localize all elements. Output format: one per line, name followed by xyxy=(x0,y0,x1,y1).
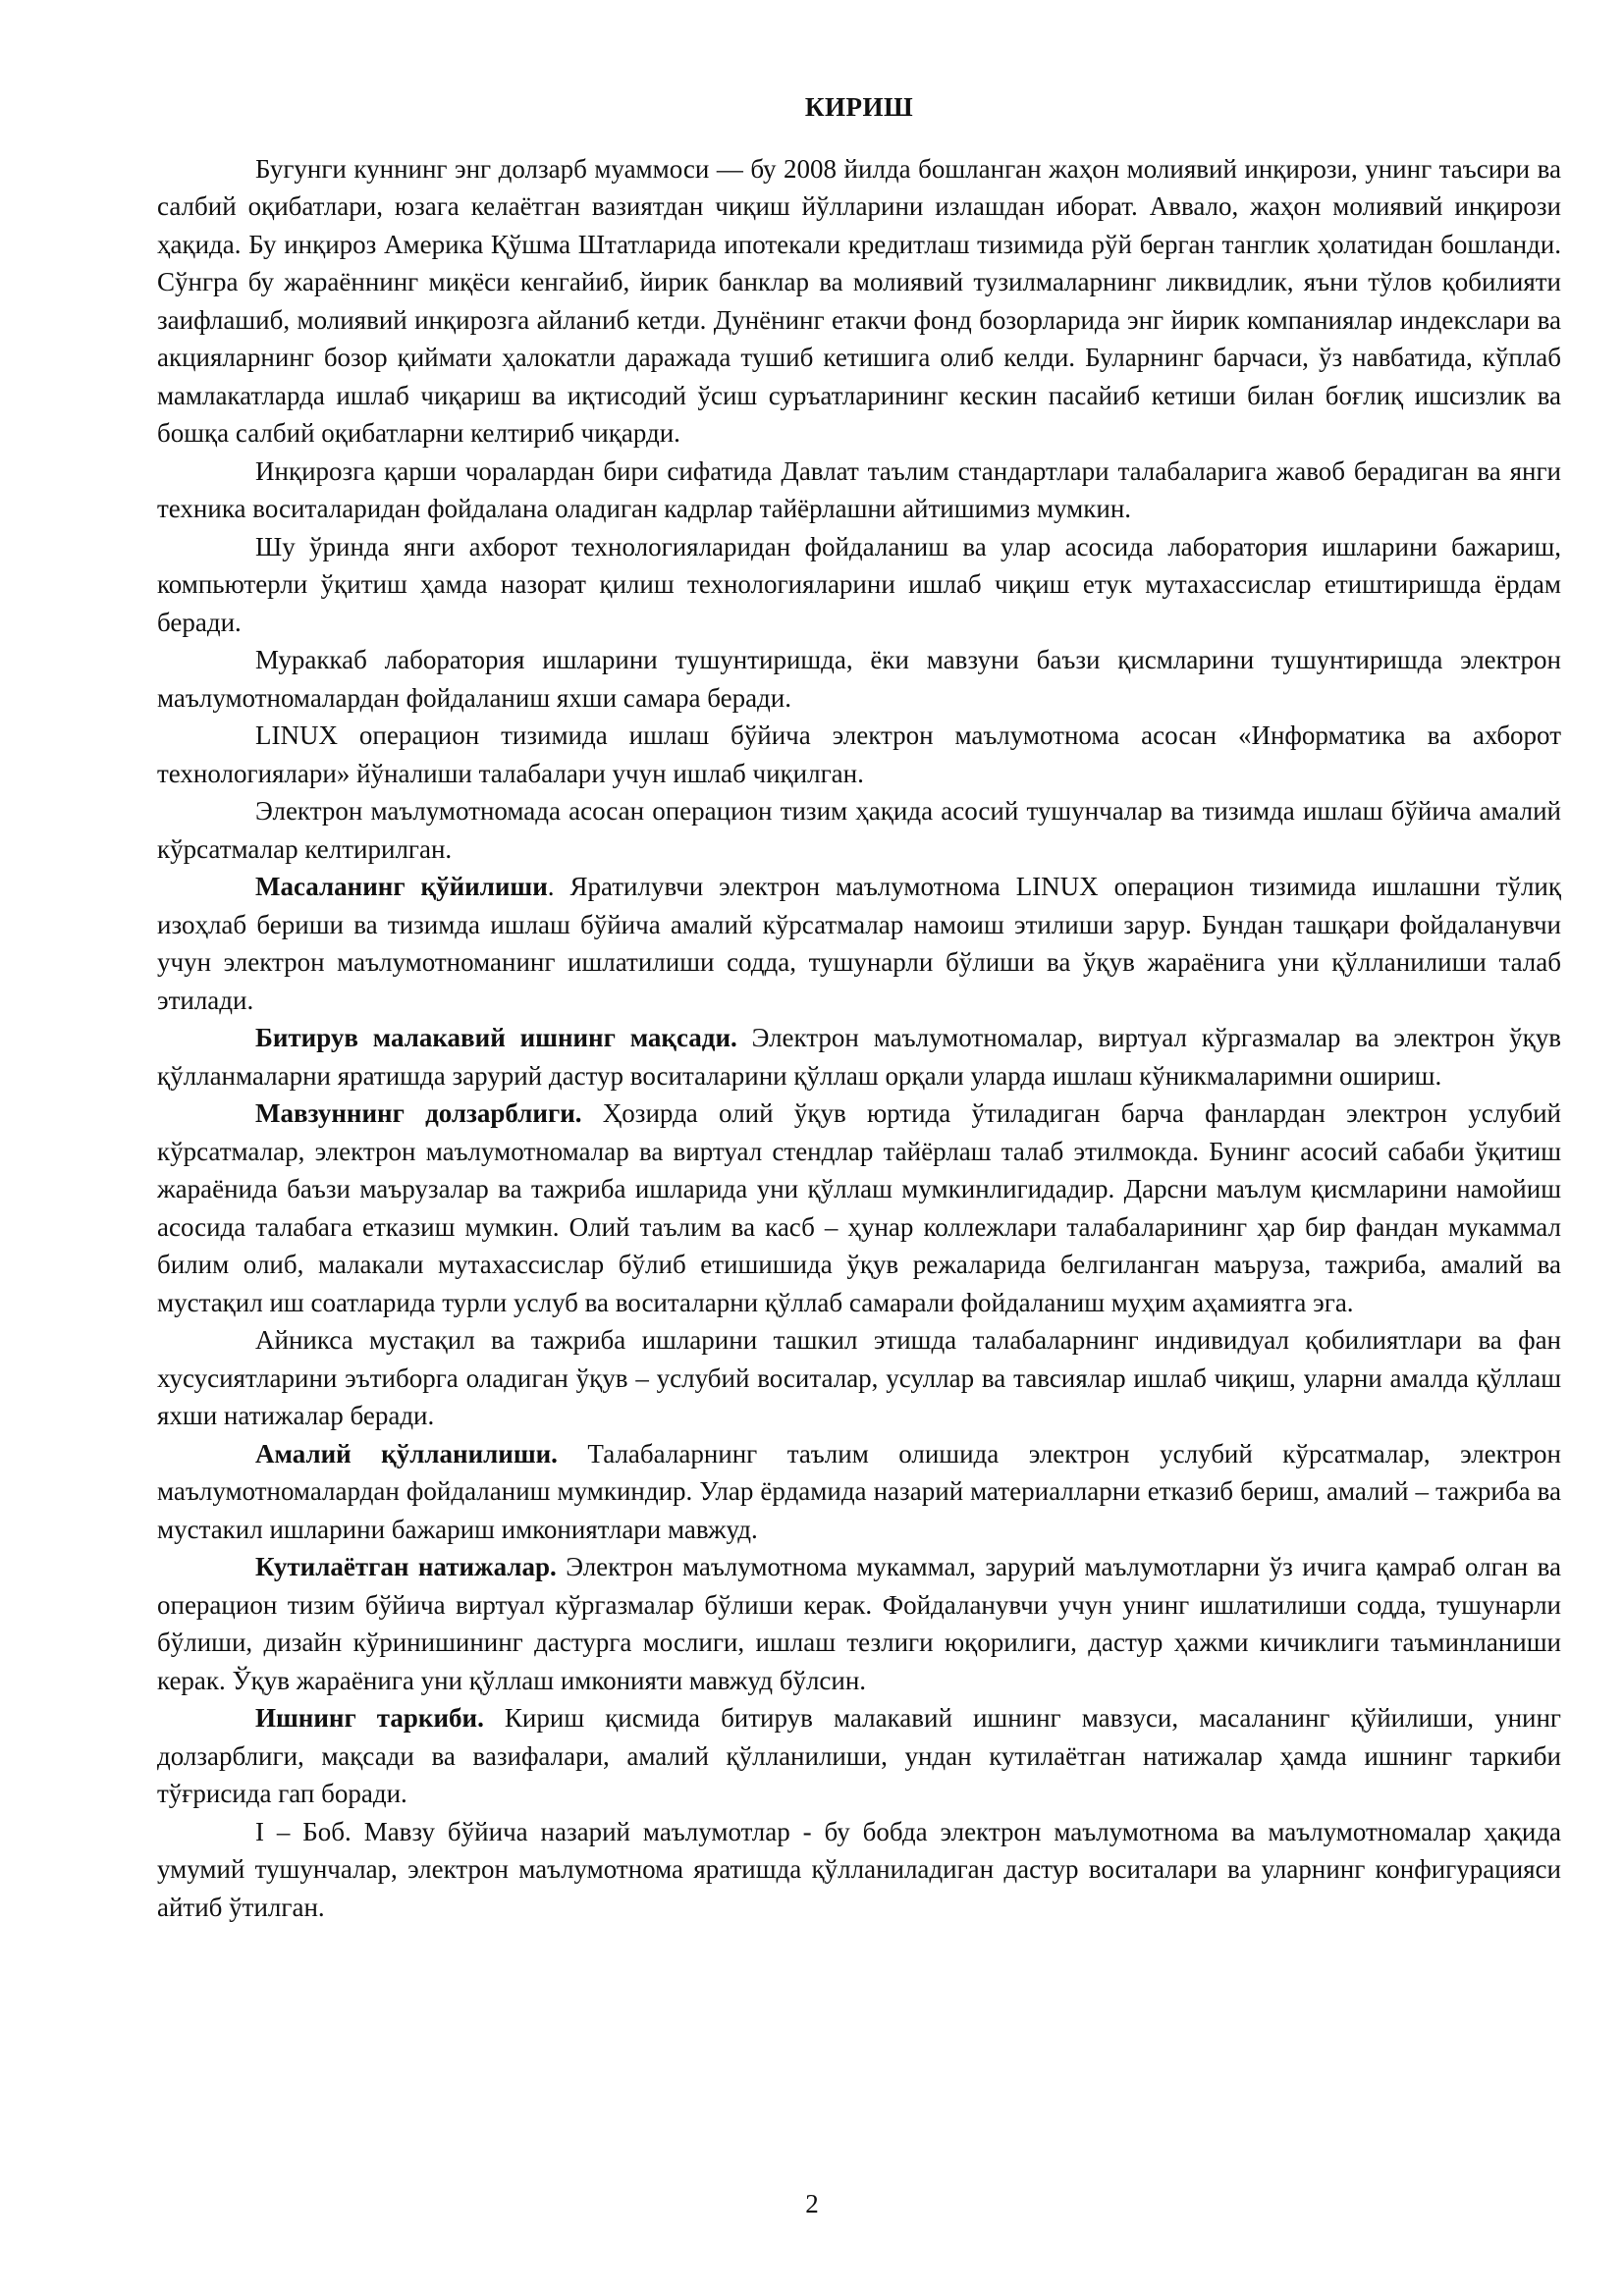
paragraph-practical-use xyxy=(157,1435,1561,1549)
paragraph-heading: Масаланинг қўйилиши xyxy=(255,872,548,901)
paragraph-expected-results xyxy=(157,1548,1561,1699)
paragraph-text: . Яратилувчи электрон маълумотнома LINUX операцион тизимида ишлашни тўлиқ изоҳлаб бериши ва тизимда ишлаш бўйича амалий кўрсатмалар намоиш этилиши зарур. Бундан ташқари фойдаланувчи учун электрон маълумотноманинг ишлатилиши содда, тушунарли бўлиши ва ўқув жараёнига уни қўлланилиши талаб этилади. xyxy=(157,872,1561,1015)
paragraph-text: Бугунги куннинг энг долзарб муаммоси — бу 2008 йилда бошланган жаҳон молиявий инқирози, унинг таъсири ва салбий оқибатлари, юзага келаётган вазиятдан чиқиш йўлларини излашдан иборат. Аввало, жаҳон молиявий инқирози ҳақида. Бу инқироз Америка Қўшма Штатларида ипотекали кредитлаш тизимида рўй берган танглик ҳолатидан бошланди. Сўнгра бу жараённинг миқёси кенгайиб, йирик банклар ва молиявий тузилмаларнинг ликвидлик, яъни тўлов қобилияти заифлашиб, молиявий инқирозга айланиб кетди. Дунёнинг етакчи фонд бозорларида энг йирик компаниялар индекслари ва акцияларнинг бозор қиймати ҳалокатли даражада тушиб кетишига олиб келди. Буларнинг барчаси, ўз навбатида, кўплаб мамлакатларда ишлаб чиқариш ва иқтисодий ўсиш суръатларининг кескин пасайиб кетиши билан боғлиқ ишсизлик ва бошқа салбий оқибатларни келтириб чиқарди. xyxy=(157,153,1561,448)
paragraph-text: Талабаларнинг таълим олишида электрон услубий кўрсатмалар, электрон маълумотномалардан фойдаланиш мумкиндир. Улар ёрдамида назарий материалларни етказиб бериш, амалий – тажриба ва мустакил ишларини бажариш имкониятлари мавжуд. xyxy=(157,1438,1561,1544)
paragraph-text: Инқирозга қарши чоралардан бири сифатида Давлат таълим стандартлари талабаларига жавоб берадиган ва янги техника воситаларидан фойдалана оладиган кадрлар тайёрлашни айтишимиз мумкин. xyxy=(157,455,1561,523)
paragraph-3 xyxy=(157,528,1561,642)
paragraph-text: Электрон маълумотномада асосан операцион тизим ҳақида асосий тушунчалар ва тизимда ишлаш бўйича амалий кўрсатмалар келтирилган. xyxy=(157,796,1561,864)
paragraph-heading: Ишнинг таркиби. xyxy=(255,1703,484,1733)
paragraph-text: Айникса мустақил ва тажриба ишларини ташкил этишда талабаларнинг индивидуал қобилиятлари ва фан хусусиятларини эътиборга оладиган ўқув – услубий воситалар, усуллар ва тавсиялар ишлаб чиқиш, уларни амалда қўллаш яхши натижалар беради. xyxy=(157,1325,1561,1430)
paragraph-text: Электрон маълумотнома мукаммал, зарурий маълумотларни ўз ичига қамраб олган ва операцион тизим бўйича виртуал кўргазмалар бўлиши керак. Фойдаланувчи учун унинг ишлатилиши содда, тушунарли бўлиши, дизайн кўринишининг дастурга мослиги, ишлаш тезлиги юқорилиги, дастур ҳажми кичиклиги таъминланиши керак. Ўқув жараёнига уни қўллаш имконияти мавжуд бўлсин. xyxy=(157,1552,1561,1695)
paragraph-heading: Кутилаётган натижалар. xyxy=(255,1552,557,1581)
paragraph-10 xyxy=(157,1321,1561,1435)
paragraph-structure xyxy=(157,1699,1561,1813)
page-number: 2 xyxy=(805,2189,819,2218)
paragraph-heading: Битирув малакавий ишнинг мақсади. xyxy=(255,1023,737,1052)
paragraph-text: Электрон маълумотномалар, виртуал кўргазмалар ва электрон ўқув қўлланмаларни яратишда зарурий дастур воситаларини қўллаш орқали уларда ишлаш кўникмаларимни ошириш. xyxy=(157,1023,1561,1091)
paragraph-5 xyxy=(157,717,1561,792)
page-title: КИРИШ xyxy=(804,92,914,122)
paragraph-14 xyxy=(157,1813,1561,1927)
paragraph-text: LINUX операцион тизимида ишлаш бўйича электрон маълумотнома асосан «Информатика ва ахборот технологиялари» йўналиши талабалари учун ишлаб чиқилган. xyxy=(157,721,1561,788)
paragraph-heading: Амалий қўлланилиши. xyxy=(255,1438,558,1468)
paragraph-6 xyxy=(157,792,1561,868)
paragraph-text: Мураккаб лаборатория ишларини тушунтиришда, ёки мавзуни баъзи қисмларини тушунтиришда электрон маълумотномалардан фойдаланиш яхши самара беради. xyxy=(157,645,1561,713)
paragraph-text: I – Боб. Мавзу бўйича назарий маълумотлар - бу бобда электрон маълумотнома ва маълумотномалар ҳақида умумий тушунчалар, электрон маълумотнома яратишда қўлланиладиган дастур воситалари ва уларнинг конфигурацияси айтиб ўтилган. xyxy=(157,1816,1561,1922)
paragraph-text: Ҳозирда олий ўқув юртида ўтиладиган барча фанлардан электрон услубий кўрсатмалар, электрон маълумотномалар ва виртуал стендлар тайёрлаш талаб этилмокда. Бунинг асосий сабаби ўқитиш жараёнида баъзи маърузалар ва тажриба ишларида уни қўллаш мумкинлигидадир. Дарсни маълум қисмларини намойиш асосида талабага етказиш мумкин. Олий таълим ва касб – ҳунар коллежлари талабаларининг ҳар бир фандан мукаммал билим олиб, малакали мутахассислар бўлиб етишишида ўқув режаларида белгиланган маъруза, тажриба, амалий ва мустақил иш соатларида турли услуб ва воситаларни қўллаб самарали фойдаланиш муҳим аҳамиятга эга. xyxy=(157,1098,1561,1317)
paragraph-text: Кириш қисмида битирув малакавий ишнинг мавзуси, масаланинг қўйилиши, унинг долзарблиги, мақсади ва вазифалари, амалий қўлланилиши, ундан кутилаётган натижалар ҳамда ишнинг таркиби тўғрисида гап боради. xyxy=(157,1703,1561,1808)
paragraph-heading: Мавзуннинг долзарблиги. xyxy=(255,1098,582,1128)
paragraph-4 xyxy=(157,641,1561,717)
document-body xyxy=(157,150,1561,1927)
paragraph-problem-statement xyxy=(157,868,1561,1019)
paragraph-text: Шу ўринда янги ахборот технологияларидан фойдаланиш ва улар асосида лаборатория ишларини бажариш, компьютерли ўқитиш ҳамда назорат қилиш технологияларини ишлаб чиқиш етук мутахассислар етиштиришда ёрдам беради. xyxy=(157,531,1561,637)
paragraph-relevance xyxy=(157,1095,1561,1321)
paragraph-1 xyxy=(157,150,1561,453)
paragraph-2 xyxy=(157,453,1561,528)
document-page xyxy=(157,88,1561,1926)
paragraph-goal xyxy=(157,1019,1561,1095)
